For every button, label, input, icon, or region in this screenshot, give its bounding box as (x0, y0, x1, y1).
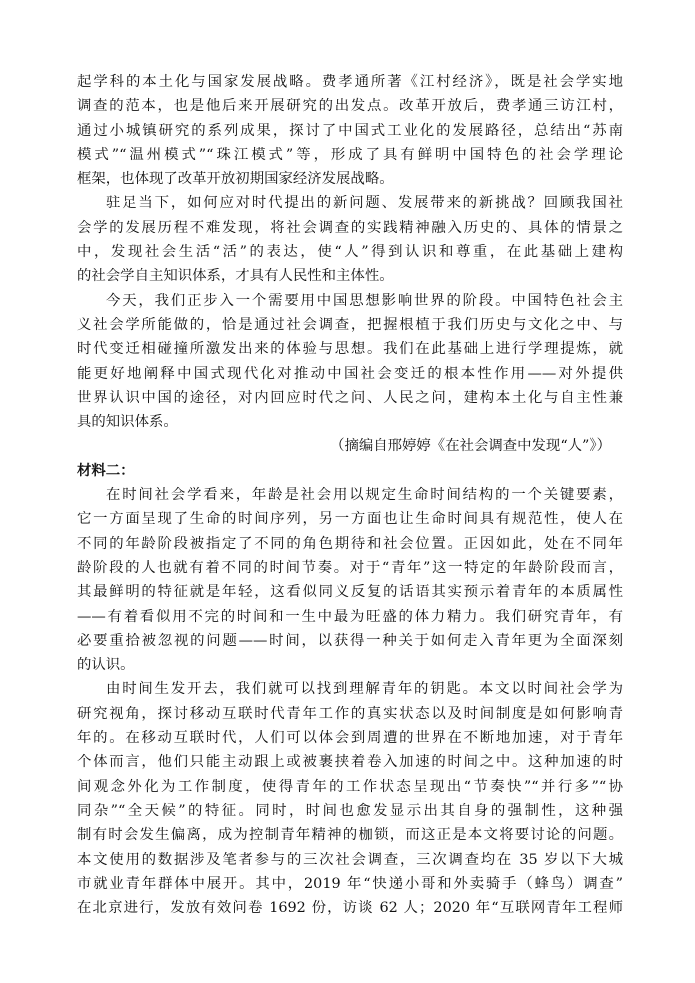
text-line: 起学科的本土化与国家发展战略。费孝通所著《江村经济》，既是社会学实地 (77, 74, 623, 90)
text-line: 间观念外化为工作制度，使得青年的工作状态呈现出“节奏快”“并行多”“协 (77, 778, 623, 795)
text-line: 框架，也体现了改革开放初期国家经济发展战略。 (77, 171, 394, 188)
material2-paragraph-2 (77, 677, 623, 920)
material1-paragraph-3 (77, 289, 623, 435)
text-line: 本文使用的数据涉及笔者参与的三次社会调查，三次调查均在 35 岁以下大城 (77, 851, 623, 868)
text-line: 研究视角，探讨移动互联时代青年工作的真实状态以及时间制度是如何影响青 (77, 705, 623, 722)
text-line: 个体而言，他们只能主动跟上或被裹挟着卷入加速的时间之中。这种加速的时 (77, 754, 623, 771)
text-line: 其最鲜明的特征就是年轻，这看似同义反复的话语其实预示着青年的本质属性 (77, 584, 623, 601)
text-line: 驻足当下，如何应对时代提出的新问题、发展带来的新挑战？回顾我国社 (106, 195, 623, 212)
text-line: 龄阶段的人也就有着不同的时间节奏。对于“青年”这一特定的年龄阶段而言， (77, 559, 623, 576)
text-line: 时代变迁相碰撞所激发出来的体验与思想。我们在此基础上进行学理提炼，就 (77, 341, 623, 358)
text-line: 义社会学所能做的，恰是通过社会调查，把握根植于我们历史与文化之中、与 (77, 316, 623, 333)
text-line: 中，发现社会生活“活”的表达，使“人”得到认识和尊重，在此基础上建构 (77, 244, 623, 261)
material1-paragraph-1 (77, 70, 623, 191)
text-line: 市就业青年群体中展开。其中，2019 年“快递小哥和外卖骑手（蜂鸟）调查” (77, 875, 623, 892)
text-line: 模式”“温州模式”“珠江模式”等，形成了具有鲜明中国特色的社会学理论 (77, 146, 623, 163)
source-citation: （摘编自邢婷婷《在社会调查中发现“人”》） (330, 438, 611, 455)
text-line: 年的。在移动互联时代，人们可以体会到周遭的世界在不断地加速，对于青年 (77, 730, 623, 747)
text-line: ——有着看似用不完的时间和一生中最为旺盛的体力精力。我们研究青年，有 (77, 608, 623, 625)
text-line: 在时间社会学看来，年龄是社会用以规定生命时间结构的一个关键要素， (106, 487, 623, 504)
text-line: 的社会学自主知识体系，才具有人民性和主体性。 (77, 268, 394, 285)
material2-paragraph-1 (77, 483, 623, 677)
text-line: 能更好地阐释中国式现代化对推动中国社会变迁的根本性作用——对外提供 (77, 365, 623, 382)
text-line: 同杂”“全天候”的特征。同时，时间也愈发显示出其自身的强制性，这种强 (77, 802, 623, 819)
text-line: 由时间生发开去，我们就可以找到理解青年的钥匙。本文以时间社会学为 (106, 681, 623, 698)
text-line: 调查的范本，也是他后来开展研究的出发点。改革开放后，费孝通三访江村， (77, 98, 623, 115)
text-line: 会学的发展历程不难发现，将社会调查的实践精神融入历史的、具体的情景之 (77, 219, 623, 236)
document-page (77, 70, 623, 920)
text-line: 具的知识体系。 (77, 414, 178, 431)
text-line: 在北京进行，发放有效问卷 1692 份，访谈 62 人；2020 年“互联网青年工程师 (77, 900, 623, 917)
text-line: 制有时会发生偏离，成为控制青年精神的枷锁，而这正是本文将要讨论的问题。 (77, 827, 623, 844)
text-line: 它一方面呈现了生命的时间序列，另一方面也让生命时间具有规范性，使人在 (77, 511, 623, 528)
text-line: 今天，我们正步入一个需要用中国思想影响世界的阶段。中国特色社会主 (106, 292, 623, 309)
material1-paragraph-2 (77, 191, 623, 288)
text-line: 必要重拾被忽视的问题——时间，以获得一种关于如何走入青年更为全面深刻 (77, 632, 623, 649)
material2-heading: 材料二： (77, 462, 135, 479)
text-line: 的认识。 (77, 657, 135, 674)
text-line: 世界认识中国的途径，对内回应时代之问、人民之问，建构本土化与自主性兼 (77, 389, 623, 406)
text-line: 通过小城镇研究的系列成果，探讨了中国式工业化的发展路径，总结出“苏南 (77, 122, 623, 139)
text-line: 不同的年龄阶段被指定了不同的角色期待和社会位置。正因如此，处在不同年 (77, 535, 623, 552)
